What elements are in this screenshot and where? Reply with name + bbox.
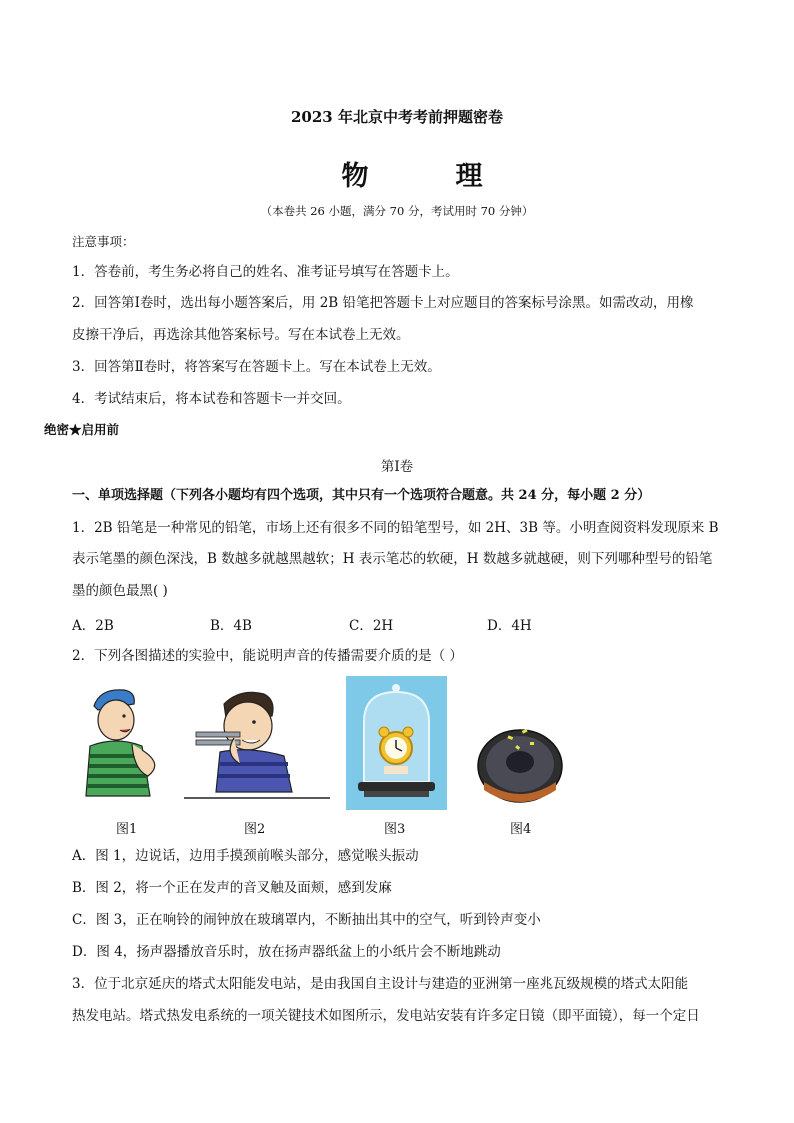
question-3-line: 3．位于北京延庆的塔式太阳能发电站，是由我国自主设计与建造的亚洲第一座兆瓦级规模的塔式太阳能: [72, 976, 689, 992]
q2-option-d: D．图 4，扬声器播放音乐时，放在扬声器纸盆上的小纸片会不断地跳动: [72, 944, 501, 960]
section-heading: 一、单项选择题（下列各小题均有四个选项，其中只有一个选项符合题意。共 24 分，每小题 2 分）: [72, 488, 651, 503]
figure-2-boy-tuning-fork: [180, 688, 332, 806]
exam-title: 2023 年北京中考考前押题密卷: [291, 108, 503, 126]
notice-heading: 注意事项：: [72, 234, 135, 249]
figure-3-bell-jar-clock: [346, 676, 447, 810]
figure-1-caption: 图1: [116, 822, 138, 837]
q1-option-d: D．4H: [487, 618, 532, 634]
figure-1-boy-touching-throat: [76, 684, 172, 810]
notice-item: 1．答卷前，考生务必将自己的姓名、准考证号填写在答题卡上。: [72, 264, 459, 280]
figure-4-loudspeaker: [474, 716, 566, 808]
question-1-line: 表示笔墨的颜色深浅，B 数越多就越黑越软；H 表示笔芯的软硬，H 数越多就越硬，则下列哪种型号的铅笔: [72, 551, 713, 567]
figure-4-caption: 图4: [510, 822, 532, 837]
subject-title: 物 理: [341, 161, 513, 192]
exam-info-note: （本卷共 26 小题，满分 70 分，考试用时 70 分钟）: [260, 204, 534, 218]
q2-option-c: C．图 3，正在响铃的闹钟放在玻璃罩内，不断抽出其中的空气，听到铃声变小: [72, 912, 541, 928]
question-1-line: 1．2B 铅笔是一种常见的铅笔，市场上还有很多不同的铅笔型号，如 2H、3B 等。小明查阅资料发现原来 B: [72, 520, 719, 536]
q1-option-b: B．4B: [210, 618, 252, 634]
question-1-line: 墨的颜色最黑( ): [72, 583, 168, 599]
q1-option-c: C．2H: [349, 618, 394, 634]
q1-option-a: A．2B: [72, 618, 114, 634]
confidential-label: 绝密★启用前: [44, 422, 120, 437]
q2-option-a: A．图 1，边说话，边用手摸颈前喉头部分，感觉喉头振动: [72, 848, 419, 864]
figure-3-caption: 图3: [384, 822, 406, 837]
figure-2-caption: 图2: [244, 822, 266, 837]
notice-item: 皮擦干净后，再选涂其他答案标号。写在本试卷上无效。: [72, 327, 410, 343]
notice-item: 4．考试结束后，将本试卷和答题卡一并交回。: [72, 391, 351, 407]
notice-item: 3．回答第Ⅱ卷时，将答案写在答题卡上。写在本试卷上无效。: [72, 359, 441, 375]
volume-heading: 第Ⅰ卷: [380, 459, 414, 475]
question-3-line: 热发电站。塔式热发电系统的一项关键技术如图所示，发电站安装有许多定日镜（即平面镜），每一个定日: [72, 1008, 700, 1024]
notice-item: 2．回答第Ⅰ卷时，选出每小题答案后，用 2B 铅笔把答题卡上对应题目的答案标号涂黑。如需改动，用橡: [72, 295, 694, 311]
q2-option-b: B．图 2，将一个正在发声的音叉触及面颊，感到发麻: [72, 880, 392, 896]
question-2-stem: 2．下列各图描述的实验中，能说明声音的传播需要介质的是（ ）: [72, 648, 463, 664]
